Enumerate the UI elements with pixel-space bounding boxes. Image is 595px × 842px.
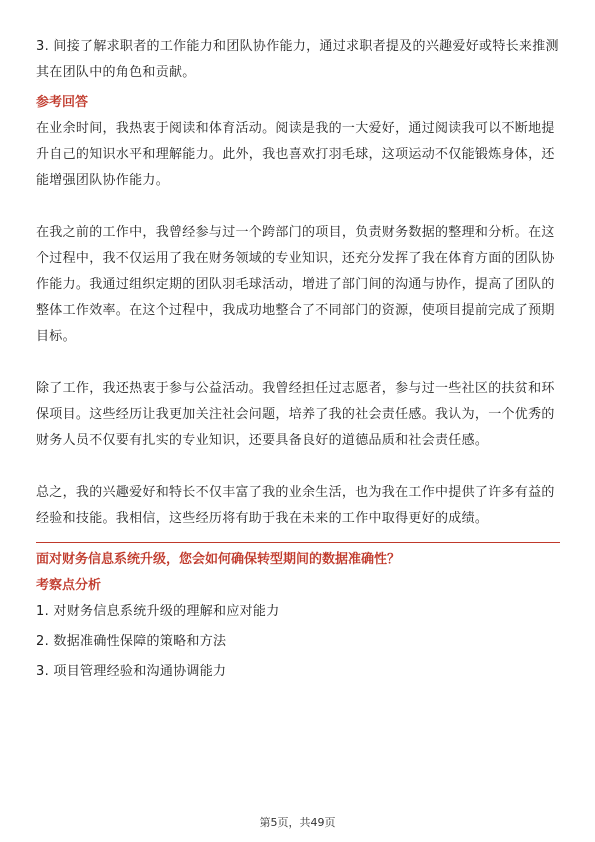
answer-paragraph-4: 总之，我的兴趣爱好和特长不仅丰富了我的业余生活，也为我在工作中提供了许多有益的经验和技能。我相信，这些经历将有助于我在未来的工作中取得更好的成绩。 — [36, 485, 555, 526]
list-item: 1. 对财务信息系统升级的理解和应对能力 — [36, 604, 280, 619]
analysis-heading: 考察点分析 — [36, 578, 102, 593]
page-content — [36, 34, 560, 689]
list-item: 2. 数据准确性保障的策略和方法 — [36, 634, 227, 649]
analysis-list — [36, 599, 560, 685]
answer-paragraph-3: 除了工作，我还热衷于参与公益活动。我曾经担任过志愿者，参与过一些社区的扶贫和环保项目。这些经历让我更加关注社会问题，培养了我的社会责任感。我认为，一个优秀的财务人员不仅要有扎实的专业知识，还要具备良好的道德品质和社会责任感。 — [36, 381, 555, 448]
answer-paragraph-1: 在业余时间，我热衷于阅读和体育活动。阅读是我的一大爱好，通过阅读我可以不断地提升自己的知识水平和理解能力。此外，我也喜欢打羽毛球，这项运动不仅能锻炼身体，还能增强团队协作能力。 — [36, 121, 555, 188]
page-footer: 第5页，共49页 — [259, 816, 336, 829]
answer-paragraph-2: 在我之前的工作中，我曾经参与过一个跨部门的项目，负责财务数据的整理和分析。在这个过程中，我不仅运用了我在财务领域的专业知识，还充分发挥了我在体育方面的团队协作能力。我通过组织定期的团队羽毛球活动，增进了部门间的沟通与协作，提高了团队的整体工作效率。在这个过程中，我成功地整合了不同部门的资源，使项目提前完成了预期目标。 — [36, 225, 555, 344]
section-divider — [36, 542, 560, 543]
intro-item: 3. 间接了解求职者的工作能力和团队协作能力，通过求职者提及的兴趣爱好或特长来推测其在团队中的角色和贡献。 — [36, 39, 559, 80]
list-item: 3. 项目管理经验和沟通协调能力 — [36, 664, 227, 679]
answer-heading: 参考回答 — [36, 95, 89, 110]
question-title: 面对财务信息系统升级，您会如何确保转型期间的数据准确性？ — [36, 552, 401, 567]
